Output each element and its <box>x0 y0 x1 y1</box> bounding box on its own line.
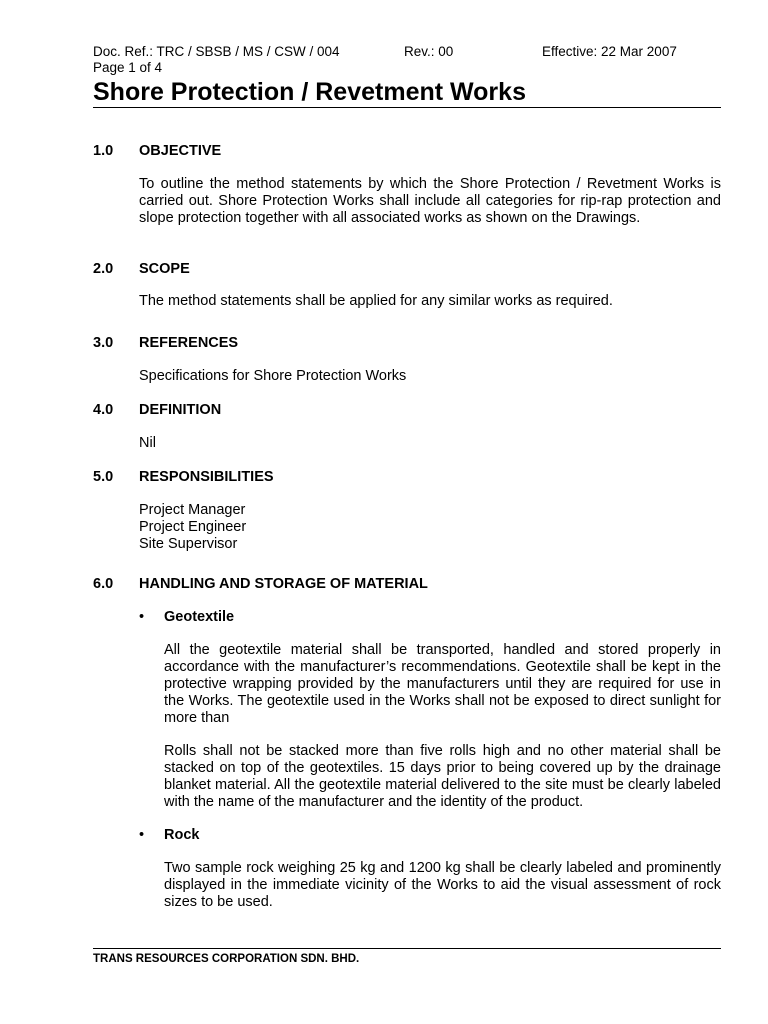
section-heading: SCOPE <box>139 261 190 277</box>
section-heading: HANDLING AND STORAGE OF MATERIAL <box>139 576 428 592</box>
page-number: Page 1 of 4 <box>93 60 163 75</box>
subsection-paragraph: Rolls shall not be stacked more than five rolls high and no other material shall be stacked on top of the geotextiles. 15 days prior to being covered up by the drainage blanket material. All the geotextile material delivered to the site must be clearly labeled with the name of the manufacturer and the identity of the product. <box>164 743 721 810</box>
header-divider <box>93 107 721 108</box>
section-body: Specifications for Shore Protection Works <box>139 368 407 384</box>
subsection-paragraph: Two sample rock weighing 25 kg and 1200 kg shall be clearly labeled and prominently displayed in the immediate vicinity of the Works to aid the visual assessment of rock sizes to be used. <box>164 860 721 910</box>
revision: Rev.: 00 <box>404 44 454 59</box>
section-number: 5.0 <box>93 469 114 485</box>
subsection-heading: Rock <box>164 827 200 843</box>
section-number: 4.0 <box>93 402 114 418</box>
responsibility-item: Site Supervisor <box>139 536 238 552</box>
doc-ref: Doc. Ref.: TRC / SBSB / MS / CSW / 004 <box>93 44 340 59</box>
effective-date: Effective: 22 Mar 2007 <box>542 44 677 59</box>
section-number: 1.0 <box>93 143 114 159</box>
bullet-icon: • <box>139 609 145 625</box>
section-body: Nil <box>139 435 156 451</box>
page-title: Shore Protection / Revetment Works <box>93 78 526 106</box>
section-heading: REFERENCES <box>139 335 239 351</box>
subsection-heading: Geotextile <box>164 609 235 625</box>
section-body: The method statements shall be applied for any similar works as required. <box>139 293 613 309</box>
subsection-paragraph: All the geotextile material shall be transported, handled and stored properly in accordance with the manufacturer’s recommendations. Geotextile shall be kept in the protective wrapping provided by the manufacturers until they are required for use in the Works. The geotextile used in the Works shall not be exposed to direct sunlight for more than <box>164 642 721 726</box>
section-heading: DEFINITION <box>139 402 222 418</box>
responsibility-item: Project Engineer <box>139 519 247 535</box>
bullet-icon: • <box>139 827 145 843</box>
section-heading: RESPONSIBILITIES <box>139 469 274 485</box>
section-body: To outline the method statements by which the Shore Protection / Revetment Works is carried out. Shore Protection Works shall include all categories for rip-rap protection and slope protection together with all associated works as shown on the Drawings. <box>139 176 721 226</box>
section-number: 3.0 <box>93 335 114 351</box>
footer-divider <box>93 948 721 949</box>
section-number: 2.0 <box>93 261 114 277</box>
responsibility-item: Project Manager <box>139 502 246 518</box>
section-heading: OBJECTIVE <box>139 143 222 159</box>
footer-company: TRANS RESOURCES CORPORATION SDN. BHD. <box>93 953 360 965</box>
section-number: 6.0 <box>93 576 114 592</box>
